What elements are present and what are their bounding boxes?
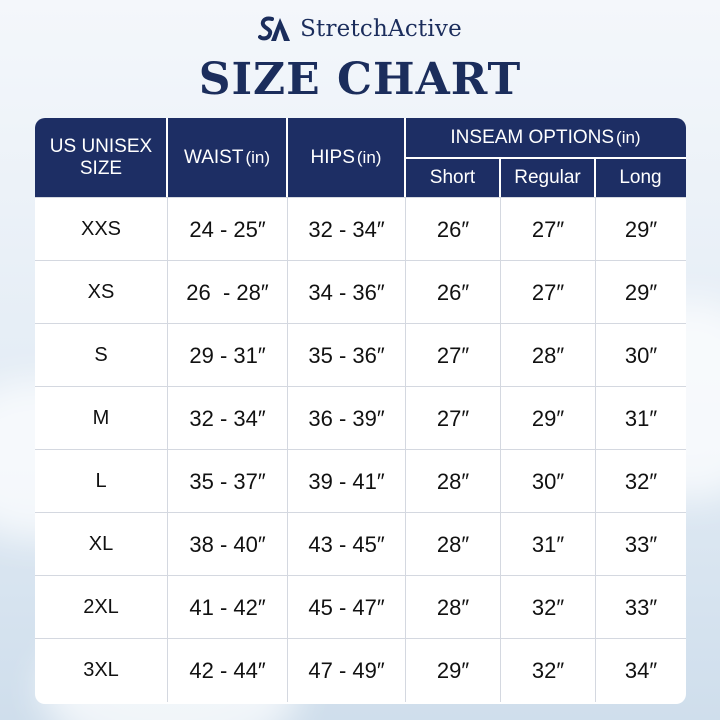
hips-cell: 39 - 41″ (287, 450, 405, 513)
size-cell: S (94, 344, 108, 366)
size-cell: L (95, 470, 107, 492)
waist-cell: 24 - 25″ (167, 198, 287, 261)
hips-cell: 34 - 36″ (287, 261, 405, 324)
header-inseam-label: INSEAM OPTIONS (450, 127, 615, 148)
inseam-long-cell: 31″ (595, 387, 686, 450)
header-hips-unit: (in) (356, 147, 382, 167)
header-size-label: US UNISEX SIZE (49, 135, 153, 179)
inseam-short-cell: 28″ (405, 513, 500, 576)
hips-cell: 45 - 47″ (287, 576, 405, 639)
table-row (35, 386, 686, 449)
inseam-regular-cell: 32″ (500, 639, 595, 702)
table-row (35, 197, 686, 260)
inseam-short-cell: 28″ (405, 450, 500, 513)
table-row (35, 323, 686, 386)
waist-cell: 35 - 37″ (167, 450, 287, 513)
hips-cell: 43 - 45″ (287, 513, 405, 576)
inseam-short-cell: 27″ (405, 387, 500, 450)
inseam-long-cell: 30″ (595, 324, 686, 387)
size-cell: 3XL (83, 659, 119, 681)
header-size (35, 118, 167, 197)
header-inseam (405, 118, 686, 158)
inseam-long-cell: 33″ (595, 576, 686, 639)
waist-cell: 29 - 31″ (167, 324, 287, 387)
header-inseam-unit: (in) (616, 128, 641, 147)
inseam-regular-cell: 28″ (500, 324, 595, 387)
hips-cell: 47 - 49″ (287, 639, 405, 702)
header-waist-unit: (in) (245, 147, 271, 167)
waist-cell: 38 - 40″ (167, 513, 287, 576)
hips-cell: 32 - 34″ (287, 198, 405, 261)
header-divider (499, 158, 501, 197)
inseam-regular-cell: 27″ (500, 198, 595, 261)
brand-name: StretchActive (300, 16, 462, 42)
inseam-regular-cell: 27″ (500, 261, 595, 324)
inseam-short-cell: 28″ (405, 576, 500, 639)
inseam-long-cell: 32″ (595, 450, 686, 513)
waist-cell: 26 - 28″ (167, 261, 287, 324)
size-chart-table (35, 118, 686, 704)
header-divider (594, 158, 596, 197)
size-cell: 2XL (83, 596, 119, 618)
inseam-short-cell: 27″ (405, 324, 500, 387)
inseam-long-cell: 34″ (595, 639, 686, 702)
inseam-short-cell: 29″ (405, 639, 500, 702)
hips-cell: 36 - 39″ (287, 387, 405, 450)
brand-header (0, 14, 720, 44)
waist-cell: 41 - 42″ (167, 576, 287, 639)
table-header (35, 118, 686, 197)
header-regular (500, 159, 595, 197)
header-divider (404, 157, 686, 159)
header-long (595, 159, 686, 197)
inseam-regular-cell: 32″ (500, 576, 595, 639)
inseam-long-cell: 29″ (595, 198, 686, 261)
size-cell: XS (87, 281, 115, 303)
inseam-regular-cell: 31″ (500, 513, 595, 576)
header-waist (167, 118, 287, 197)
page-title: SIZE CHART (198, 54, 522, 105)
table-row (35, 512, 686, 575)
inseam-regular-cell: 29″ (500, 387, 595, 450)
header-waist-label: WAIST (183, 146, 244, 168)
header-hips (287, 118, 405, 197)
inseam-long-cell: 29″ (595, 261, 686, 324)
header-hips-label: HIPS (310, 146, 355, 168)
header-divider (166, 118, 168, 197)
inseam-long-cell: 33″ (595, 513, 686, 576)
inseam-short-cell: 26″ (405, 261, 500, 324)
inseam-short-cell: 26″ (405, 198, 500, 261)
table-row (35, 449, 686, 512)
header-short (405, 159, 500, 197)
table-row (35, 638, 686, 701)
table-row (35, 260, 686, 323)
sa-monogram-logo-icon (258, 15, 292, 43)
inseam-regular-cell: 30″ (500, 450, 595, 513)
size-cell: XXS (80, 218, 122, 240)
header-regular-label: Regular (514, 167, 581, 188)
header-divider (286, 118, 288, 197)
waist-cell: 42 - 44″ (167, 639, 287, 702)
header-short-label: Short (429, 167, 476, 188)
size-cell: M (92, 407, 110, 429)
header-long-label: Long (619, 167, 662, 188)
waist-cell: 32 - 34″ (167, 387, 287, 450)
table-row (35, 575, 686, 638)
size-cell: XL (88, 533, 114, 555)
hips-cell: 35 - 36″ (287, 324, 405, 387)
